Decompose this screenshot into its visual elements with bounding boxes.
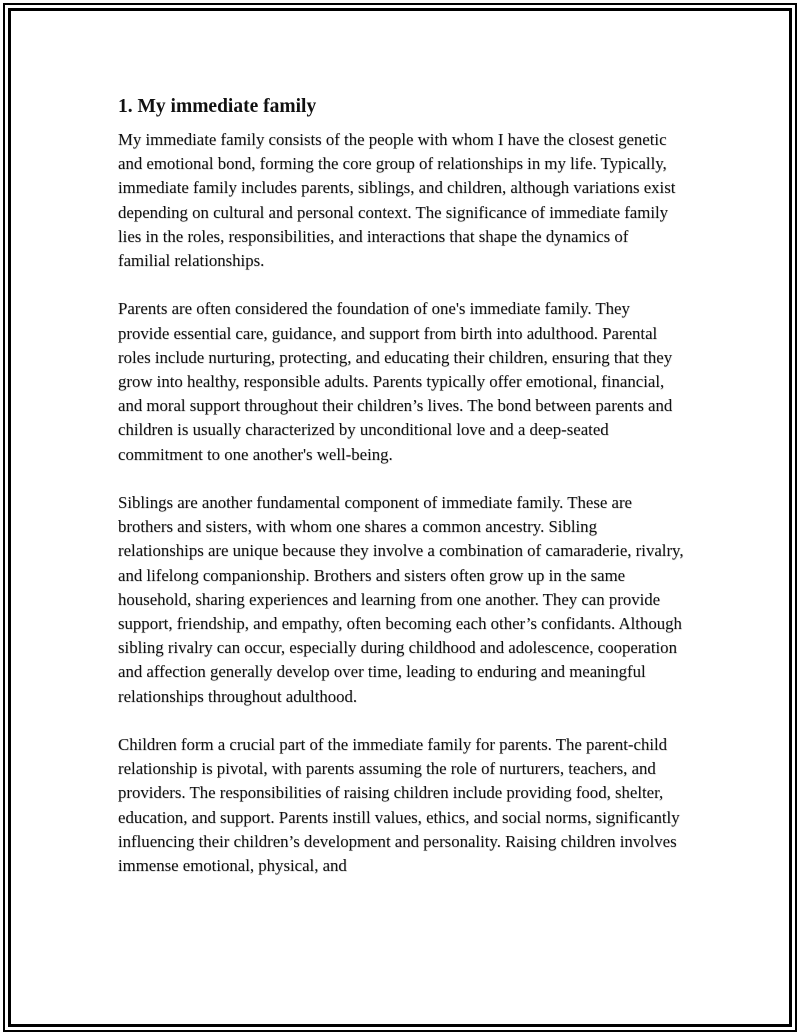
paragraph-parents: Parents are often considered the foundation of one's immediate family. They provide essential care, guidance, and support from birth into adulthood. Parental roles include nurturing, protecting, and educating their children, ensuring that they grow into healthy, responsible adults. Parents typically offer emotional, financial, and moral support throughout their children’s lives. The bond between parents and children is usually characterized by unconditional love and a deep-seated commitment to one another's well-being. — [118, 299, 673, 464]
paragraph-children: Children form a crucial part of the immediate family for parents. The parent-child relationship is pivotal, with parents assuming the role of nurturers, teachers, and providers. The responsibilities of raising children include providing food, shelter, education, and support. Parents instill values, ethics, and social norms, significantly influencing their children’s development and personality. Raising children involves immense emotional, physical, and — [118, 735, 680, 876]
paragraph-siblings: Siblings are another fundamental component of immediate family. These are brothers and sisters, with whom one shares a common ancestry. Sibling relationships are unique because they involve a combination of camaraderie, rivalry, and lifelong companionship. Brothers and sisters often grow up in the same household, sharing experiences and learning from one another. They can provide support, friendship, and empathy, often becoming each other’s confidants. Although sibling rivalry can occur, especially during childhood and adolescence, cooperation and affection generally develop over time, leading to enduring and meaningful relationships throughout adulthood. — [118, 493, 684, 706]
document-body — [118, 94, 684, 902]
paragraph-intro: My immediate family consists of the people with whom I have the closest genetic and emotional bond, forming the core group of relationships in my life. Typically, immediate family includes parents, siblings, and children, although variations exist depending on cultural and personal context. The significance of immediate family lies in the roles, responsibilities, and interactions that shape the dynamics of familial relationships. — [118, 130, 676, 271]
section-heading: 1. My immediate family — [118, 96, 317, 117]
